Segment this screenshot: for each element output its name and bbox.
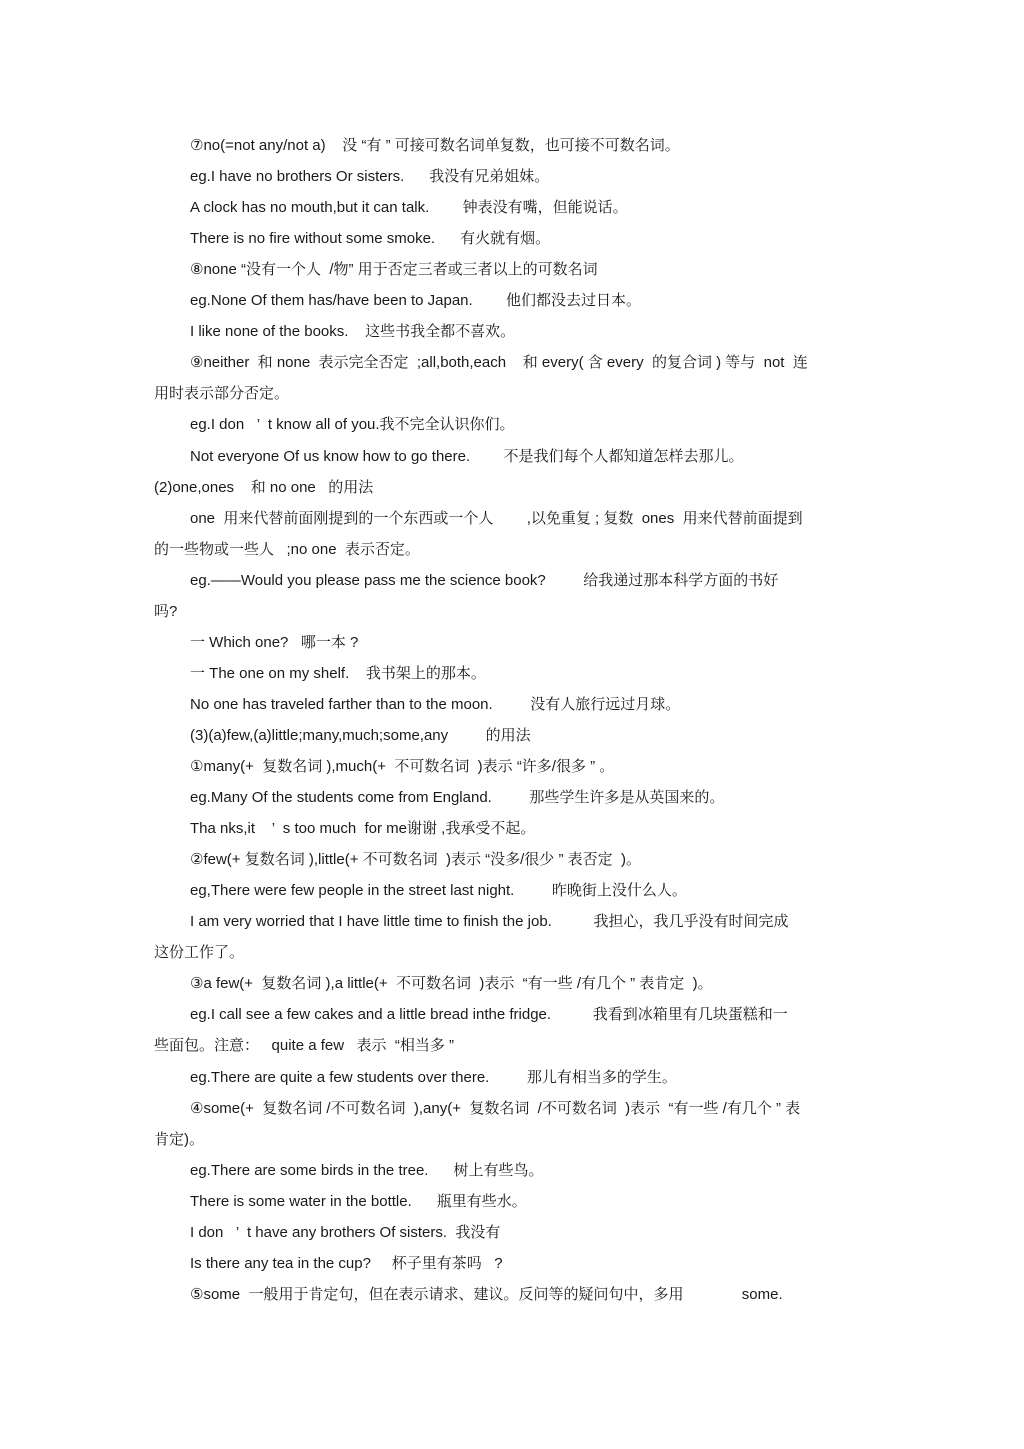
text-line: eg.Many Of the students come from England. 那些学生许多是从英国来的。 xyxy=(190,789,725,807)
text-line: ④some(+ 复数名词 /不可数名词 ),any(+ 复数名词 /不可数名词 )表示 “有一些 /有几个 ” 表 xyxy=(190,1099,801,1117)
text-line: ①many(+ 复数名词 ),much(+ 不可数名词 )表示 “许多/很多 ” 。 xyxy=(190,758,615,775)
text-line: 的一些物或一些人 ;no one 表示否定。 xyxy=(154,540,420,558)
text-line: I like none of the books. 这些书我全都不喜欢。 xyxy=(190,323,516,341)
text-line: A clock has no mouth,but it can talk. 钟表没有嘴，但能说话。 xyxy=(190,199,628,217)
text-line: eg.There are some birds in the tree. 树上有些鸟。 xyxy=(190,1161,544,1179)
text-line: ②few(+ 复数名词 ),little(+ 不可数名词 )表示 “没多/很少 ” 表否定 )。 xyxy=(190,851,641,869)
text-line: 些面包。注意： quite a few 表示 “相当多 ” xyxy=(154,1037,455,1055)
text-line: ③a few(+ 复数名词 ),a little(+ 不可数名词 )表示 “有一些 /有几个 ” 表肯定 )。 xyxy=(190,975,713,993)
text-line: ⑨neither 和 none 表示完全否定 ;all,both,each 和 every( 含 every 的复合词 ) 等与 not 连 xyxy=(190,354,808,372)
text-line: 一 The one on my shelf. 我书架上的那本。 xyxy=(190,664,486,682)
text-line: Not everyone Of us know how to go there. 不是我们每个人都知道怎样去那儿。 xyxy=(190,447,744,465)
text-line: eg.There are quite a few students over there. 那儿有相当多的学生。 xyxy=(190,1068,677,1086)
text-line: Is there any tea in the cup? 杯子里有茶吗 ? xyxy=(190,1254,503,1272)
text-line: 用时表示部分否定。 xyxy=(154,385,290,403)
text-line: No one has traveled farther than to the moon. 没有人旅行远过月球。 xyxy=(190,695,681,713)
text-line: ⑤some 一般用于肯定句，但在表示请求、建议。反问等的疑问句中，多用 some. xyxy=(190,1285,783,1303)
text-line: There is some water in the bottle. 瓶里有些水。 xyxy=(190,1192,527,1210)
text-line: 吗? xyxy=(154,602,178,620)
text-line: ⑧none “没有一个人 /物” 用于否定三者或三者以上的可数名词 xyxy=(190,261,598,279)
text-line: 一 Which one? 哪一本 ? xyxy=(190,633,359,651)
text-line: ⑦no(=not any/not a) 没 “有 ” 可接可数名词单复数，也可接不可数名词。 xyxy=(190,137,680,154)
text-line: There is no fire without some smoke. 有火就有烟。 xyxy=(190,230,551,248)
text-line: (3)(a)few,(a)little;many,much;some,any 的用法 xyxy=(190,726,531,744)
text-line: I am very worried that I have little time to finish the job. 我担心，我几乎没有时间完成 xyxy=(190,913,789,931)
text-line: 肯定)。 xyxy=(154,1130,204,1148)
text-line: (2)one,ones 和 no one 的用法 xyxy=(154,478,374,496)
text-line: eg.I have no brothers Or sisters. 我没有兄弟姐妹。 xyxy=(190,168,550,186)
text-line: 这份工作了。 xyxy=(154,944,245,962)
text-line: I don ’ t have any brothers Of sisters. 我没有 xyxy=(190,1223,501,1241)
text-line: eg.I call see a few cakes and a little bread inthe fridge. 我看到冰箱里有几块蛋糕和一 xyxy=(190,1006,788,1024)
text-line: eg.None Of them has/have been to Japan. 他们都没去过日本。 xyxy=(190,292,642,310)
text-line: eg,There were few people in the street last night. 昨晚街上没什么人。 xyxy=(190,882,687,900)
text-line: Tha nks,it ’ s too much for me谢谢 ,我承受不起。 xyxy=(190,820,536,838)
text-line: eg.I don ’ t know all of you.我不完全认识你们。 xyxy=(190,416,515,434)
text-line: eg.——Would you please pass me the science book? 给我递过那本科学方面的书好 xyxy=(190,571,779,589)
text-line: one 用来代替前面刚提到的一个东西或一个人 ,以免重复 ; 复数 ones 用来代替前面提到 xyxy=(190,509,803,527)
